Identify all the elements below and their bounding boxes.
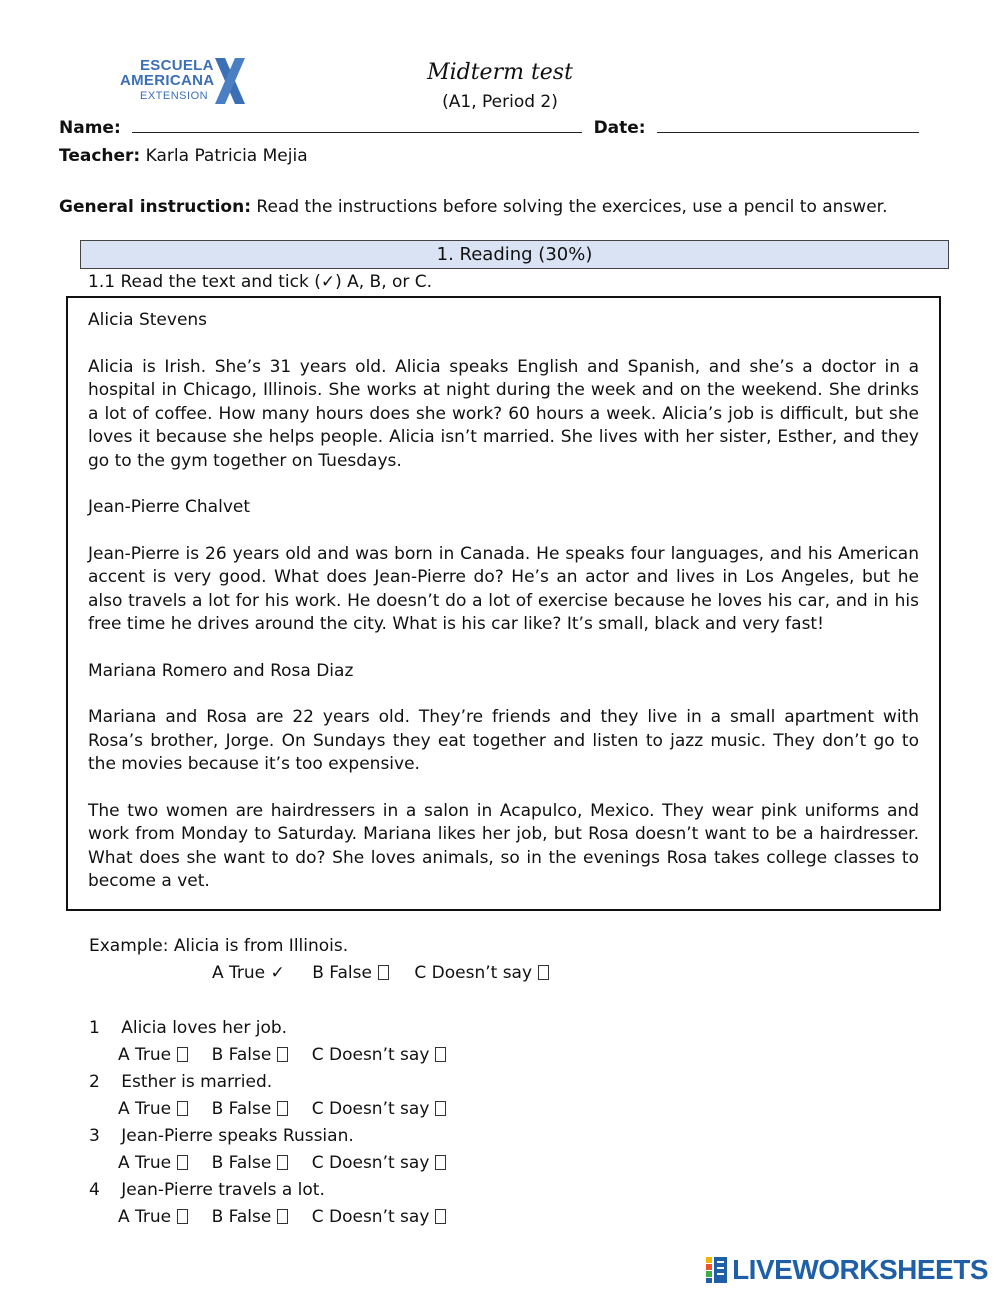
q1-checkbox-b[interactable] bbox=[277, 1047, 288, 1062]
logo-text-escuela: ESCUELA bbox=[140, 57, 214, 74]
reading-name-jean-pierre: Jean-Pierre Chalvet bbox=[88, 497, 250, 517]
reading-text-box bbox=[66, 296, 941, 911]
section-reading-header: 1. Reading (30%) bbox=[80, 240, 949, 269]
reading-paragraph-mariana-rosa-2: The two women are hairdressers in a salon in Acapulco, Mexico. They wear pink uniforms and work from Monday to Saturday. Mariana likes her job, but Rosa doesn’t want to be a hairdresser. What does she want to do? She loves animals, so in the evenings Rosa takes college classes to become a vet. bbox=[88, 800, 919, 891]
general-instruction bbox=[59, 197, 888, 217]
date-label: Date: bbox=[593, 118, 646, 138]
q1-checkbox-a[interactable] bbox=[177, 1047, 188, 1062]
question-4 bbox=[89, 1180, 325, 1200]
question-number: 4 bbox=[89, 1180, 100, 1200]
q2-checkbox-a[interactable] bbox=[177, 1101, 188, 1116]
question-1-options bbox=[118, 1045, 446, 1065]
q4-checkbox-c[interactable] bbox=[435, 1209, 446, 1224]
reading-paragraph-jean-pierre: Jean-Pierre is 26 years old and was born in Canada. He speaks four languages, and his American accent is very good. What does Jean-Pierre do? He’s an actor and lives in Los Angeles, but he also travels a lot for his work. He doesn’t do a lot of exercise because he loves his car, and in his free time he drives around the city. What is his car like? It’s small, black and very fast! bbox=[88, 543, 919, 634]
reading-name-mariana-rosa: Mariana Romero and Rosa Diaz bbox=[88, 660, 354, 681]
q3-checkbox-b[interactable] bbox=[277, 1155, 288, 1170]
q1-option-a: A True bbox=[118, 1045, 172, 1065]
q4-option-b: B False bbox=[211, 1207, 272, 1227]
question-4-options bbox=[118, 1207, 446, 1227]
q2-checkbox-b[interactable] bbox=[277, 1101, 288, 1116]
reading-task-instruction: 1.1 Read the text and tick (✓) A, B, or C. bbox=[88, 272, 433, 292]
question-number: 2 bbox=[89, 1072, 100, 1092]
q2-option-a: A True bbox=[118, 1099, 172, 1119]
question-2 bbox=[89, 1072, 272, 1092]
question-number: 1 bbox=[89, 1018, 100, 1038]
q3-option-c: C Doesn’t say bbox=[311, 1153, 430, 1173]
q4-option-a: A True bbox=[118, 1207, 172, 1227]
logo-text-americana: AMERICANA bbox=[120, 72, 215, 89]
liveworksheets-logo bbox=[706, 1254, 988, 1286]
q2-option-c: C Doesn’t say bbox=[311, 1099, 430, 1119]
q3-checkbox-a[interactable] bbox=[177, 1155, 188, 1170]
page-title: Midterm test bbox=[427, 60, 573, 85]
reading-paragraph-mariana-rosa-1: Mariana and Rosa are 22 years old. They’re friends and they live in a small apartment with Rosa’s brother, Jorge. On Sundays they eat together and listen to jazz music. They don’t go to the movies because it’s too expensive. bbox=[88, 707, 919, 774]
q4-checkbox-a[interactable] bbox=[177, 1209, 188, 1224]
teacher-label: Teacher: bbox=[59, 146, 141, 166]
question-text: Esther is married. bbox=[121, 1072, 273, 1092]
question-number: 3 bbox=[89, 1126, 100, 1146]
q4-option-c: C Doesn’t say bbox=[311, 1207, 430, 1227]
question-text: Jean-Pierre speaks Russian. bbox=[121, 1126, 354, 1146]
example-option-c: C Doesn’t say bbox=[414, 963, 533, 983]
example-statement: Example: Alicia is from Illinois. bbox=[89, 936, 349, 956]
q2-checkbox-c[interactable] bbox=[435, 1101, 446, 1116]
reading-name-alicia: Alicia Stevens bbox=[88, 310, 208, 330]
page-subtitle: (A1, Period 2) bbox=[442, 92, 558, 112]
example-option-b: B False bbox=[312, 963, 372, 983]
example-option-a: A True ✓ bbox=[212, 963, 285, 983]
instruction-label: General instruction: bbox=[59, 197, 251, 217]
example-checkbox-b bbox=[378, 965, 389, 980]
question-text: Jean-Pierre travels a lot. bbox=[121, 1180, 325, 1200]
question-3-options bbox=[118, 1153, 446, 1173]
teacher-row bbox=[59, 146, 308, 166]
q1-option-c: C Doesn’t say bbox=[311, 1045, 430, 1065]
name-row bbox=[59, 118, 919, 138]
instruction-text: Read the instructions before solving the exercices, use a pencil to answer. bbox=[256, 197, 888, 217]
date-field[interactable] bbox=[657, 118, 919, 133]
question-text: Alicia loves her job. bbox=[121, 1018, 288, 1038]
q3-option-a: A True bbox=[118, 1153, 172, 1173]
liveworksheets-text: LIVEWORKSHEETS bbox=[732, 1254, 988, 1285]
teacher-name: Karla Patricia Mejia bbox=[145, 146, 308, 166]
q2-option-b: B False bbox=[211, 1099, 272, 1119]
name-field[interactable] bbox=[132, 118, 582, 133]
reading-paragraph-alicia: Alicia is Irish. She’s 31 years old. Alicia speaks English and Spanish, and she’s a doctor in a hospital in Chicago, Illinois. She works at night during the week and on the weekend. She drinks a lot of coffee. How many hours does she work? 60 hours a week. Alicia’s job is difficult, but she loves it because she helps people. Alicia isn’t married. She lives with her sister, Esther, and they go to the gym together on Tuesdays. bbox=[88, 356, 919, 471]
question-1 bbox=[89, 1018, 287, 1038]
q1-option-b: B False bbox=[211, 1045, 272, 1065]
q4-checkbox-b[interactable] bbox=[277, 1209, 288, 1224]
example-checkbox-c bbox=[538, 965, 549, 980]
liveworksheets-icon bbox=[706, 1257, 728, 1283]
logo-text-extension: EXTENSION bbox=[140, 90, 209, 102]
example-options bbox=[212, 963, 549, 983]
q3-checkbox-c[interactable] bbox=[435, 1155, 446, 1170]
q1-checkbox-c[interactable] bbox=[435, 1047, 446, 1062]
name-label: Name: bbox=[59, 118, 121, 138]
question-2-options bbox=[118, 1099, 446, 1119]
q3-option-b: B False bbox=[211, 1153, 272, 1173]
question-3 bbox=[89, 1126, 354, 1146]
